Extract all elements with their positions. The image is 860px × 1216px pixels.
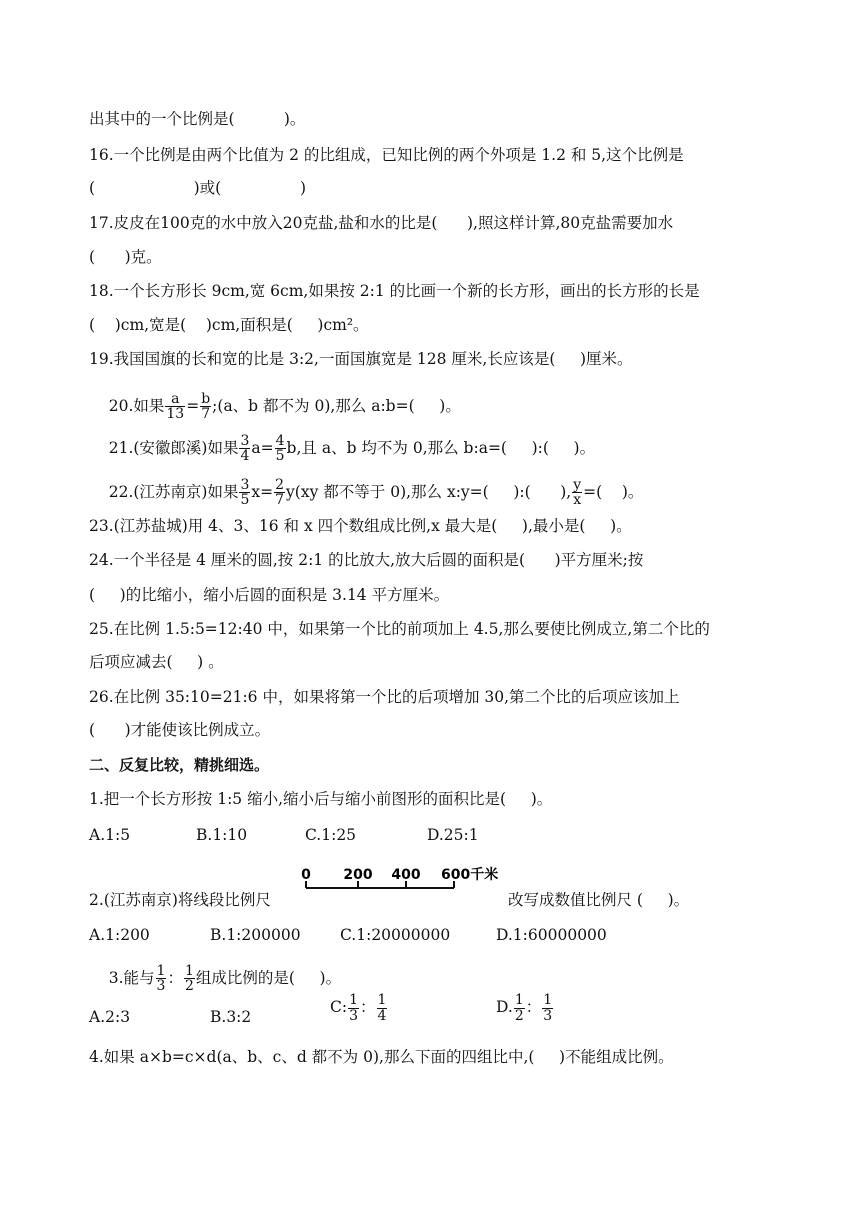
option-d: D.1:60000000 [496, 926, 607, 944]
fraction-denominator: x [573, 492, 582, 509]
scale-label-600: 600千米 [441, 867, 499, 883]
fraction-denominator: 3 [349, 1007, 359, 1024]
fraction-numerator: a [165, 392, 185, 408]
scale-label-0: 0 [301, 867, 311, 883]
fraction-denominator: 5 [275, 448, 285, 465]
mc-question-3 [89, 948, 341, 1009]
fraction-numerator: 1 [543, 992, 553, 1008]
option-c [330, 993, 388, 1023]
fraction-numerator: 1 [377, 992, 387, 1008]
question-16-line1: 16.一个比例是由两个比值为 2 的比组成，已知比例的两个外项是 1.2 和 5,这个比例是 [89, 146, 684, 164]
question-18-line1: 18.一个长方形长 9cm,宽 6cm,如果按 2:1 的比画一个新的长方形，画出的长方形的长是 [89, 282, 700, 300]
option-c-label: C: [330, 998, 348, 1017]
q21-suffix: b,且 a、b 均不为 0,那么 b:a=( ):( )。 [286, 438, 596, 457]
question-15-tail: 出其中的一个比例是( )。 [89, 110, 306, 128]
fraction-denominator: 4 [240, 448, 250, 465]
fraction-denominator: 2 [514, 1007, 524, 1024]
question-19: 19.我国国旗的长和宽的比是 3:2,一面国旗宽是 128 厘米,长应该是( )厘米。 [89, 350, 633, 368]
option-b: B.1:10 [196, 826, 248, 844]
question-18-line2: ( )cm,宽是( )cm,面积是( )cm²。 [89, 316, 369, 334]
q21-a-equals: a= [251, 438, 274, 457]
fraction-1-over-3 [348, 993, 359, 1023]
question-17-line1: 17.皮皮在100克的水中放入20克盐,盐和水的比是( ),照这样计算,80克盐需要加水 [89, 214, 674, 232]
mc-question-2-suffix: 改写成数值比例尺 ( )。 [508, 891, 690, 909]
ratio-colon: ： [525, 998, 542, 1017]
option-b: B.1:200000 [210, 926, 301, 944]
fraction-numerator: 1 [349, 992, 359, 1008]
fraction-1-over-2 [184, 964, 195, 994]
question-24-line1: 24.一个半径是 4 厘米的圆,按 2:1 的比放大,放大后圆的面积是( )平方厘米;按 [89, 551, 644, 569]
fraction-denominator: 13 [166, 406, 185, 423]
scale-label-400: 400 [391, 867, 421, 883]
fraction-denominator: 7 [201, 406, 211, 423]
question-26-line2: ( )才能使该比例成立。 [89, 721, 271, 739]
q21-prefix: 21.(安徽郎溪)如果 [108, 438, 239, 457]
q20-suffix: ;(a、b 都不为 0),那么 a:b=( )。 [212, 396, 461, 415]
question-26-line1: 26.在比例 35:10=21:6 中，如果将第一个比的后项增加 30,第二个比的后项应该加上 [89, 688, 680, 706]
ratio-colon: ： [360, 998, 376, 1017]
fraction-2-over-7 [274, 478, 285, 508]
m3-suffix: 组成比例的是( )。 [195, 968, 342, 987]
fraction-1-over-2 [514, 993, 525, 1023]
equals-sign: = [186, 396, 200, 415]
q22-middle: y(xy 都不等于 0),那么 x:y=( ):( ), [286, 482, 572, 501]
fraction-denominator: 4 [377, 1007, 387, 1024]
fraction-denominator: 2 [184, 978, 194, 995]
q22-suffix: =( )。 [583, 482, 644, 501]
fraction-numerator: 1 [184, 962, 194, 979]
option-a: A.2:3 [89, 1008, 131, 1026]
fraction-3-over-4 [239, 434, 250, 464]
q22-prefix: 22.(江苏南京)如果 [108, 482, 239, 501]
fraction-1-over-4 [377, 993, 388, 1023]
question-24-line2: ( )的比缩小，缩小后圆的面积是 3.14 平方厘米。 [89, 586, 450, 604]
option-d-label: D. [496, 998, 513, 1017]
fraction-numerator: 3 [240, 432, 250, 449]
option-d: D.25:1 [427, 826, 479, 844]
option-b: B.3:2 [210, 1008, 252, 1026]
m3-prefix: 3.能与 [108, 968, 155, 987]
question-16-line2: ( )或( ) [89, 179, 307, 197]
section-2-heading: 二、反复比较，精挑细选。 [89, 756, 270, 774]
option-a: A.1:200 [89, 926, 150, 944]
fraction-numerator: b [201, 390, 211, 407]
question-25-line2: 后项应减去( ) 。 [89, 653, 224, 671]
mc-question-1: 1.把一个长方形按 1:5 缩小,缩小后与缩小前图形的面积比是( )。 [89, 790, 553, 808]
q20-prefix: 20.如果 [108, 396, 165, 415]
question-22 [89, 462, 643, 523]
fraction-numerator: y [573, 476, 582, 493]
option-d [496, 993, 554, 1023]
fraction-denominator: 3 [543, 1007, 553, 1024]
option-c: C.1:25 [305, 826, 357, 844]
fraction-denominator: 7 [275, 492, 285, 509]
question-17-line2: ( )克。 [89, 248, 162, 266]
fraction-numerator: 4 [275, 432, 285, 449]
fraction-y-over-x [572, 478, 582, 508]
fraction-1-over-3 [156, 964, 167, 994]
fraction-denominator: 5 [240, 492, 250, 509]
fraction-3-over-5 [239, 478, 250, 508]
option-a: A.1:5 [89, 826, 131, 844]
fraction-numerator: 1 [156, 962, 166, 979]
scale-label-200: 200 [343, 867, 373, 883]
line-scale-bar [296, 864, 516, 898]
fraction-numerator: 2 [275, 476, 285, 493]
ratio-colon: ： [167, 968, 183, 987]
fraction-numerator: 3 [240, 476, 250, 493]
question-23: 23.(江苏盐城)用 4、3、16 和 x 四个数组成比例,x 最大是( ),最小是( )。 [89, 517, 632, 535]
option-c: C.1:20000000 [340, 926, 451, 944]
fraction-1-over-3 [542, 993, 553, 1023]
mc-question-4: 4.如果 a×b=c×d(a、b、c、d 都不为 0),那么下面的四组比中,( )不能组成比例。 [89, 1048, 674, 1066]
question-25-line1: 25.在比例 1.5:5=12:40 中，如果第一个比的前项加上 4.5,那么要使比例成立,第二个比的 [89, 620, 710, 638]
fraction-denominator: 3 [156, 978, 166, 995]
fraction-4-over-5 [275, 434, 286, 464]
q22-x-equals: x= [251, 482, 274, 501]
fraction-numerator: 1 [514, 992, 524, 1008]
mc-question-2-prefix: 2.(江苏南京)将线段比例尺 [89, 891, 271, 909]
